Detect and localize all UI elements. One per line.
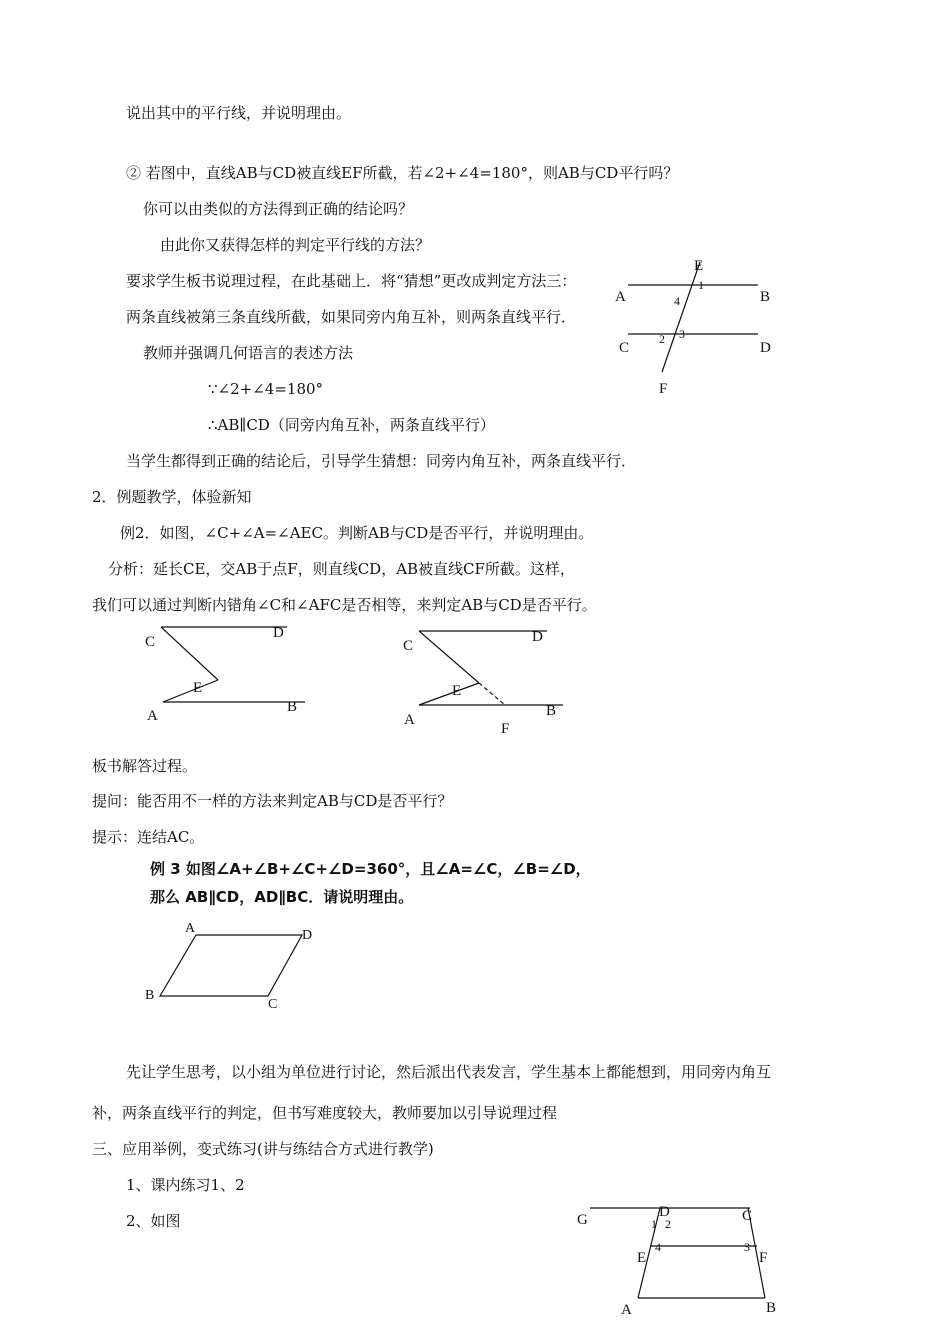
label-f: F	[501, 721, 510, 737]
text-line: 要求学生板书说理过程，在此基础上．将“猜想”更改成判定方法三：	[126, 272, 577, 290]
section-heading: 2．例题教学，体验新知	[92, 488, 252, 506]
label-f: F	[759, 1250, 768, 1266]
label-d: D	[302, 928, 313, 943]
label-d: D	[273, 625, 284, 641]
label-c: C	[268, 997, 278, 1012]
proof-line: ∵∠2+∠4=180°	[208, 380, 324, 398]
label-d: D	[659, 1204, 670, 1220]
text-line: 1、课内练习1、2	[126, 1176, 245, 1194]
text-line: 两条直线被第三条直线所截，如果同旁内角互补，则两条直线平行．	[126, 308, 577, 326]
proof-line: ∴AB∥CD（同旁内角互补，两条直线平行）	[208, 416, 495, 434]
label-g: G	[577, 1212, 588, 1228]
text-line: 你可以由类似的方法得到正确的结论吗？	[143, 200, 414, 218]
label-c: C	[403, 638, 414, 654]
label-angle-4: 4	[655, 1240, 661, 1254]
label-b: B	[145, 988, 155, 1003]
example-3-line-1: 例 3 如图∠A+∠B+∠C+∠D=360°，且∠A=∠C，∠B=∠D，	[150, 860, 591, 878]
text-line: 补，两条直线平行的判定，但书写难度较大，教师要加以引导说理过程	[92, 1104, 558, 1122]
text-line: 2、如图	[126, 1212, 181, 1230]
label-angle-2: 2	[665, 1217, 671, 1231]
label-c: C	[145, 634, 156, 650]
label-angle-3: 3	[744, 1240, 750, 1254]
label-c: C	[619, 340, 630, 356]
label-c: C	[742, 1208, 753, 1224]
label-e: E	[193, 680, 203, 696]
label-e: E	[452, 683, 462, 699]
label-d: D	[532, 629, 543, 645]
text-line: 教师并强调几何语言的表述方法	[143, 344, 354, 362]
label-e: E	[694, 258, 704, 274]
label-b: B	[760, 289, 771, 305]
section-heading: 三、应用举例，变式练习(讲与练结合方式进行教学)	[92, 1140, 434, 1158]
text-line: 我们可以通过判断内错角∠C和∠AFC是否相等，来判定AB与CD是否平行。	[92, 596, 597, 614]
text-line: 板书解答过程。	[92, 757, 198, 775]
text-line: 当学生都得到正确的结论后，引导学生猜想：同旁内角互补，两条直线平行．	[126, 452, 637, 470]
label-angle-1: 1	[651, 1217, 657, 1231]
label-angle-2: 2	[659, 332, 665, 346]
text-line: 先让学生思考，以小组为单位进行讨论，然后派出代表发言，学生基本上都能想到，用同旁内角互	[126, 1063, 772, 1081]
text-line: 由此你又获得怎样的判定平行线的方法？	[160, 236, 431, 254]
label-a: A	[185, 921, 196, 936]
label-b: B	[546, 703, 557, 719]
label-b: B	[766, 1300, 777, 1316]
example-2: 例2．如图，∠C+∠A=∠AEC。判断AB与CD是否平行，并说明理由。	[120, 524, 594, 542]
label-d: D	[760, 340, 771, 356]
label-a: A	[147, 708, 158, 724]
question-2: ② 若图中，直线AB与CD被直线EF所截，若∠2+∠4=180°，则AB与CD平行吗？	[126, 164, 679, 182]
label-f: F	[659, 381, 668, 397]
label-b: B	[287, 699, 298, 715]
label-a: A	[404, 712, 415, 728]
text-line: 分析：延长CE，交AB于点F，则直线CD，AB被直线CF所截。这样，	[108, 560, 575, 578]
label-angle-1: 1	[698, 278, 704, 292]
example-3-line-2: 那么 AB∥CD，AD∥BC．请说明理由。	[150, 888, 414, 906]
label-angle-4: 4	[674, 294, 680, 308]
text-line: 提示：连结AC。	[92, 828, 205, 846]
label-a: A	[621, 1302, 632, 1318]
label-angle-3: 3	[679, 327, 685, 341]
label-a: A	[615, 289, 626, 305]
text-line: 提问：能否用不一样的方法来判定AB与CD是否平行？	[92, 792, 453, 810]
label-e: E	[637, 1250, 647, 1266]
text-line: 说出其中的平行线，并说明理由。	[126, 104, 352, 122]
